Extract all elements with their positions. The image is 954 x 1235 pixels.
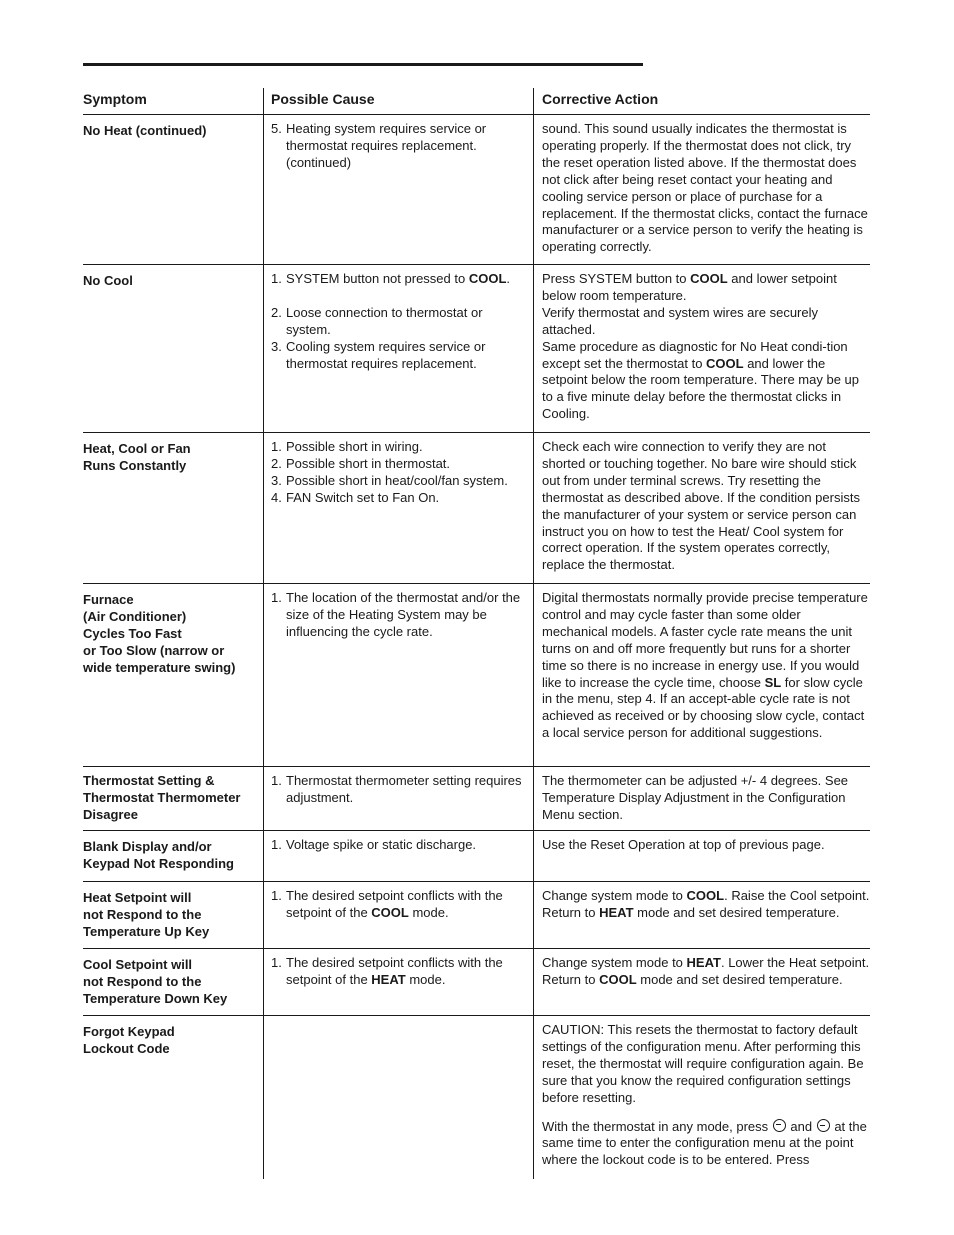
cause-item: 1. The location of the thermostat and/or the size of the Heating System may be influencing the cycle rate.	[271, 590, 521, 639]
cause-item: 5. Heating system requires service or thermostat requires replacement. (continued)	[271, 121, 487, 170]
symptom-cell: Furnace (Air Conditioner) Cycles Too Fast or Too Slow (narrow or wide temperature swing)	[83, 592, 236, 675]
cause-item: 1. Possible short in wiring.	[271, 439, 423, 454]
header-possible-cause: Possible Cause	[263, 88, 533, 114]
cause-item: 1. The desired setpoint conflicts with the setpoint of the HEAT mode.	[271, 955, 503, 987]
table-row	[83, 882, 870, 949]
cause-cell	[263, 831, 533, 881]
header-corrective-action: Corrective Action	[533, 88, 870, 114]
cause-cell	[263, 767, 533, 830]
symptom-cell: Cool Setpoint will not Respond to the Temperature Down Key	[83, 957, 228, 1006]
cause-item: 1. The desired setpoint conflicts with the setpoint of the COOL mode.	[271, 888, 503, 920]
minus-key-icon	[773, 1119, 786, 1132]
cause-cell	[263, 433, 533, 583]
top-rule	[83, 63, 643, 66]
action-cell: Change system mode to HEAT. Lower the Heat setpoint. Return to COOL mode and set desired temperature.	[533, 949, 870, 1015]
action-cell: Check each wire connection to verify they are not shorted or touching together. No bare wire should stick out from under terminal screws. Try resetting the thermostat as described above. If the condition persists the manufacturer of your system or service person can instruct you on how to test the Heat/ Cool system for correct operation. If the system operates correctly, replace the thermostat.	[533, 433, 870, 583]
symptom-cell: No Heat (continued)	[83, 123, 207, 138]
cause-item: 1. Voltage spike or static discharge.	[271, 837, 477, 852]
symptom-cell: Thermostat Setting & Thermostat Thermometer Disagree	[83, 773, 241, 822]
table-row	[83, 1016, 870, 1179]
action-cell: Use the Reset Operation at top of previous page.	[533, 831, 870, 881]
cause-cell	[263, 265, 533, 432]
down-key-icon	[817, 1119, 830, 1132]
troubleshooting-table	[83, 88, 870, 1179]
cause-cell	[263, 949, 533, 1015]
symptom-cell: Blank Display and/or Keypad Not Responding	[83, 839, 234, 871]
cause-cell	[263, 584, 533, 766]
cause-item: 3. Possible short in heat/cool/fan system.	[271, 472, 508, 488]
table-row	[83, 433, 870, 584]
symptom-cell: Heat Setpoint will not Respond to the Temperature Up Key	[83, 890, 210, 939]
cause-cell	[263, 882, 533, 948]
cause-item: 4. FAN Switch set to Fan On.	[271, 489, 440, 505]
action-cell: sound. This sound usually indicates the thermostat is operating properly. If the thermostat does not click, try the reset operation listed above. If the thermostat does not click after being reset contact your heating and cooling service person or place of purchase for a replacement. If the thermostat clicks, contact the furnace manufacturer or a service person to verify the heating is operating correctly.	[533, 115, 870, 264]
cause-item: 3. Cooling system requires service or thermostat requires replacement.	[271, 338, 486, 371]
table-row	[83, 767, 870, 831]
action-cell: Digital thermostats normally provide precise temperature control and may cycle faster than some older mechanical models. A faster cycle rate means the unit turns on and off more frequently but runs for a shorter time so there is no increase in energy use. If you would like to increase the cycle time, choose SL for slow cycle in the menu, step 4. If an accept-able cycle rate is not achieved as received or by choosing slow cycle, contact a local service person for additional suggestions.	[533, 584, 870, 766]
action-cell: CAUTION: This resets the thermostat to factory default settings of the configuration menu. After performing this reset, the thermostat will require configuration again. Be sure that you know the required configuration settings before resetting. With the thermostat in any mode, press and at the same time to enter the configuration menu at the point where the lockout code is to be entered. Press	[533, 1016, 870, 1179]
cause-cell	[263, 1016, 533, 1179]
action-cell: The thermometer can be adjusted +/- 4 degrees. See Temperature Display Adjustment in the Configuration Menu section.	[533, 767, 870, 830]
symptom-cell: Forgot Keypad Lockout Code	[83, 1024, 175, 1056]
cause-item: 1. Thermostat thermometer setting requires adjustment.	[271, 773, 522, 805]
cause-item: 2. Possible short in thermostat.	[271, 455, 451, 471]
header-symptom: Symptom	[83, 91, 147, 107]
table-row	[83, 265, 870, 433]
cause-item: 2. Loose connection to thermostat or system.	[271, 304, 483, 337]
table-header	[83, 88, 870, 115]
symptom-cell: Heat, Cool or Fan Runs Constantly	[83, 441, 191, 473]
action-cell: Change system mode to COOL. Raise the Cool setpoint. Return to HEAT mode and set desired temperature.	[533, 882, 870, 948]
action-cell: Press SYSTEM button to COOL and lower setpoint below room temperature. Verify thermostat and system wires are securely attached. Same procedure as diagnostic for No Heat condi-tion except set the thermostat to COOL and lower the setpoint below the room temperature. There may be up to a five minute delay before the thermostat clicks in Cooling.	[533, 265, 870, 432]
table-row	[83, 115, 870, 265]
table-row	[83, 831, 870, 882]
cause-cell	[263, 115, 533, 264]
symptom-cell: No Cool	[83, 273, 133, 288]
table-row	[83, 949, 870, 1016]
table-row	[83, 584, 870, 767]
cause-item: 1. SYSTEM button not pressed to COOL.	[271, 271, 511, 286]
